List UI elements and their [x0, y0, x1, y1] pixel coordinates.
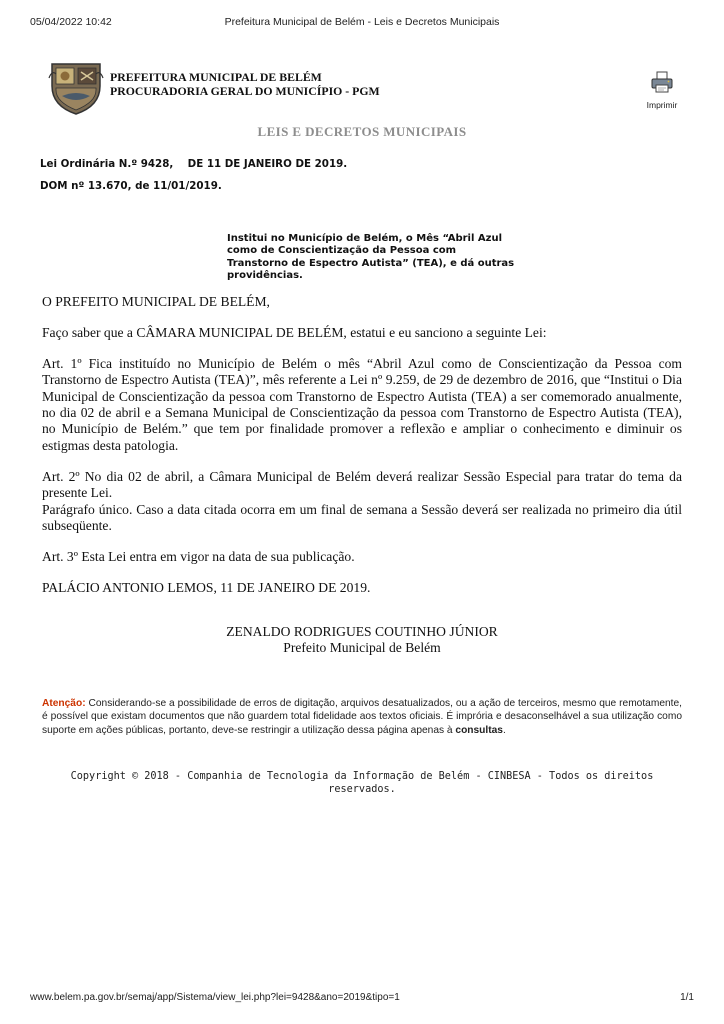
disclaimer-text: Considerando-se a possibilidade de erros de digitação, arquivos desatualizados, ou a ação de terceiros, mesmo que remotamente, é possível que existam documentos que não guardem total fidelidade aos textos oficiais. É imprória e desaconselhável a sua utilização como suporte em ações públicas, portanto, deve-se restringir a utilização dessa página apenas à [42, 698, 682, 736]
signature-block [0, 624, 724, 657]
org-name: PREFEITURA MUNICIPAL DE BELÉM [110, 70, 322, 84]
closing-line: PALÁCIO ANTONIO LEMOS, 11 DE JANEIRO DE 2019. [42, 579, 371, 595]
org-heading [110, 70, 380, 98]
dom-reference: DOM nº 13.670, de 11/01/2019. [40, 180, 222, 192]
print-button[interactable] [640, 70, 684, 110]
signatory-name: ZENALDO RODRIGUES COUTINHO JÚNIOR [226, 624, 498, 639]
law-date: DE 11 DE JANEIRO DE 2019. [187, 158, 348, 170]
law-body [42, 294, 682, 611]
sole-paragraph: Parágrafo único. Caso a data citada ocorra em um final de semana a Sessão deverá ser realizada no primeiro dia útil subseqüente. [42, 501, 682, 533]
attention-label: Atenção: [42, 698, 86, 709]
article-2: Art. 2º No dia 02 de abril, a Câmara Municipal de Belém deverá realizar Sessão Especial para tratar do tema da presente Lei. [42, 468, 682, 501]
coat-of-arms-icon [48, 60, 104, 116]
print-label[interactable]: Imprimir [646, 100, 678, 110]
page-number: 1/1 [680, 992, 694, 1003]
print-header [30, 16, 694, 30]
article-1: Art. 1º Fica instituído no Município de Belém o mês “Abril Azul como de Conscientização da Pessoa com Transtorno de Espectro Autista (TEA)”, mês referente a Lei nº 9.259, de 29 de dezembro de 2016, que “Institui o Dia Municipal de Conscientização da pessoa com Transtorno de Espectro Autista (TEA) a ser comemorado anualmente, no dia 02 de abril e a Semana Municipal de Conscientização da pessoa com Transtorno de Espectro Autista (TEA), no Município de Belém.” que tem por finalidade promover a reflexão e ampliar o conhecimento e diminuir os estigmas desta patologia. [42, 355, 682, 453]
signatory-title: Prefeito Municipal de Belém [283, 640, 441, 656]
section-title: LEIS E DECRETOS MUNICIPAIS [257, 124, 467, 139]
org-department: PROCURADORIA GERAL DO MUNICÍPIO - PGM [110, 84, 380, 98]
disclaimer-end: . [502, 724, 506, 736]
print-page-title: Prefeitura Municipal de Belém - Leis e Decretos Municipais [224, 16, 500, 28]
law-summary: Institui no Município de Belém, o Mês “Abril Azul como de Conscientização da Pessoa com Transtorno de Espectro Autista” (TEA), e dá outras providências. [227, 233, 515, 282]
law-number: Lei Ordinária N.º 9428, [40, 158, 174, 170]
copyright: Copyright © 2018 - Companhia de Tecnologia da Informação de Belém - CINBESA - Todos os direitos reservados. [70, 771, 654, 795]
disclaimer [42, 697, 682, 737]
preamble: Faço saber que a CÂMARA MUNICIPAL DE BELÉM, estatui e eu sanciono a seguinte Lei: [42, 324, 547, 340]
page-url: www.belem.pa.gov.br/semaj/app/Sistema/view_lei.php?lei=9428&ano=2019&tipo=1 [30, 992, 400, 1003]
opening-line: O PREFEITO MUNICIPAL DE BELÉM, [42, 294, 270, 309]
article-3: Art. 3º Esta Lei entra em vigor na data de sua publicação. [42, 548, 355, 564]
printer-icon [650, 70, 674, 94]
law-identification [40, 158, 347, 170]
print-datetime: 05/04/2022 10:42 [30, 16, 112, 28]
disclaimer-emphasis: consultas [455, 724, 503, 736]
print-footer [30, 992, 694, 1006]
